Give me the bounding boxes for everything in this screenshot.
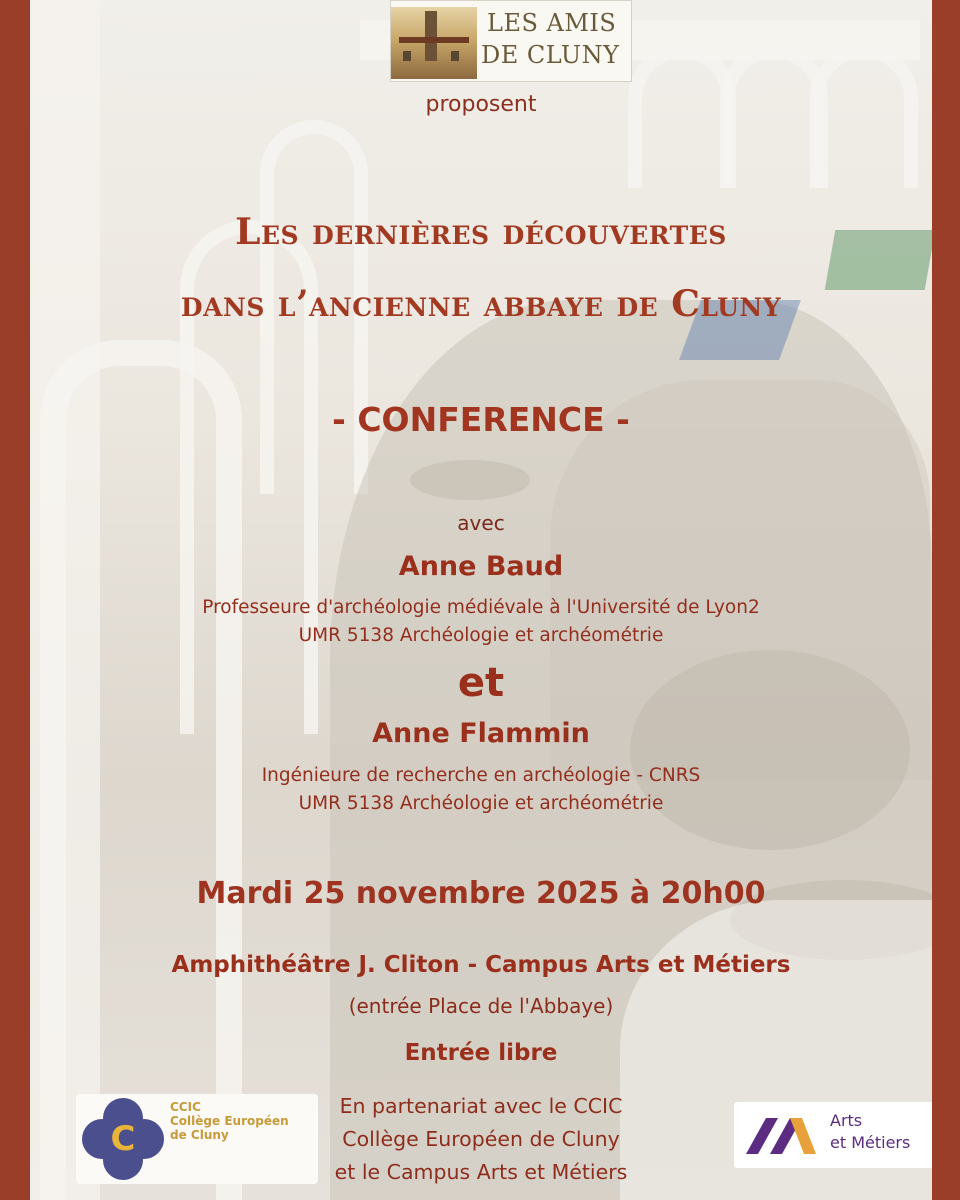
- avec-text: avec: [457, 511, 505, 535]
- poster-title: [30, 196, 932, 340]
- speaker-2-name: Anne Flammin: [372, 718, 590, 749]
- am-line-1: Arts: [830, 1111, 863, 1130]
- partner-line-3: et le Campus Arts et Métiers: [334, 1160, 628, 1184]
- arts-et-metiers-m-icon: [744, 1114, 824, 1158]
- proposent-text: proposent: [425, 92, 537, 117]
- poster-content: [30, 0, 932, 1200]
- et-text: et: [457, 660, 505, 706]
- entry-info: Entrée libre: [404, 1040, 558, 1066]
- title-line-2: dans l’ancienne abbaye de Cluny: [180, 283, 782, 325]
- title-line-1: Les dernières découvertes: [235, 211, 727, 253]
- arts-et-metiers-text: [830, 1110, 910, 1154]
- abbey-tower-photo-icon: [391, 7, 477, 79]
- ccic-line-2: Collège Européen: [170, 1114, 289, 1128]
- logo-line-1: LES AMIS: [487, 9, 617, 37]
- logo-text: [481, 7, 631, 71]
- conference-heading: - CONFERENCE -: [332, 400, 630, 439]
- speaker-1-role-1: Professeure d'archéologie médiévale à l'Université de Lyon2: [202, 597, 760, 618]
- event-place-detail: (entrée Place de l'Abbaye): [348, 994, 614, 1018]
- ccic-line-3: de Cluny: [170, 1128, 229, 1142]
- speaker-1-roles: [30, 594, 932, 650]
- speaker-2-role-1: Ingénieure de recherche en archéologie - CNRS: [261, 765, 701, 786]
- ccic-name: CCIC: [170, 1100, 201, 1114]
- partner-line-2: Collège Européen de Cluny: [342, 1127, 620, 1151]
- am-line-2: et Métiers: [830, 1133, 911, 1152]
- ccic-logo-text: [170, 1100, 316, 1142]
- partner-line-1: En partenariat avec le CCIC: [339, 1094, 623, 1118]
- speaker-1-role-2: UMR 5138 Archéologie et archéométrie: [298, 625, 664, 646]
- speaker-1-name: Anne Baud: [398, 551, 564, 582]
- les-amis-de-cluny-logo: [390, 0, 632, 82]
- event-place: Amphithéâtre J. Cliton - Campus Arts et Métiers: [171, 952, 791, 978]
- ccic-logo: [76, 1094, 318, 1184]
- ccic-quatrefoil-icon: [82, 1098, 164, 1180]
- event-date: Mardi 25 novembre 2025 à 20h00: [196, 876, 766, 911]
- logo-line-2: DE CLUNY: [481, 41, 620, 69]
- ccic-letter: C: [102, 1118, 144, 1160]
- arts-et-metiers-logo: [734, 1102, 932, 1168]
- speaker-2-role-2: UMR 5138 Archéologie et archéométrie: [298, 793, 664, 814]
- poster: [30, 0, 932, 1200]
- speaker-2-roles: [30, 762, 932, 818]
